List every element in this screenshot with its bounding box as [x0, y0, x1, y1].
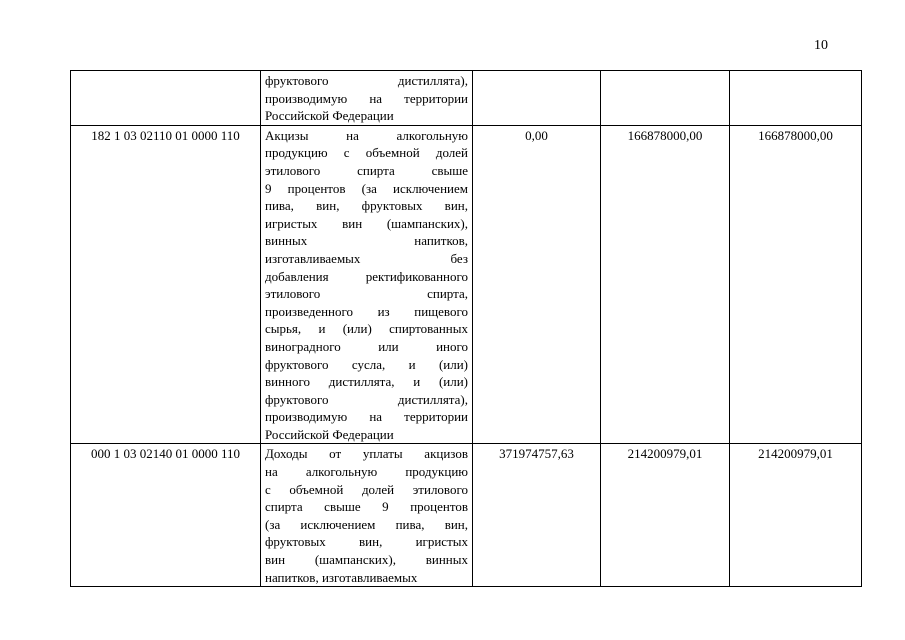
revenue-name-line: Акцизы на алкогольную: [265, 127, 468, 143]
amount-cell-3: 166878000,00: [730, 125, 862, 444]
revenue-name-cell: [261, 125, 473, 444]
revenue-name-line: с объемной долей этилового: [265, 481, 468, 497]
revenue-name-line: фруктового сусла, и (или): [265, 356, 468, 372]
revenue-name-line: 9 процентов (за исключением: [265, 180, 468, 196]
revenue-name-line: этилового спирта,: [265, 286, 468, 302]
revenue-name-line: Доходы от уплаты акцизов: [265, 446, 468, 462]
revenue-name-line: винного дистиллята, и (или): [265, 374, 468, 390]
table-row: [71, 71, 862, 126]
amount-cell-2: 214200979,01: [601, 444, 730, 587]
revenue-name-line: сырья, и (или) спиртованных: [265, 321, 468, 337]
revenue-name-line: фруктовых вин, игристых: [265, 534, 468, 550]
budget-code-cell: 182 1 03 02110 01 0000 110: [71, 125, 261, 444]
amount-cell-1: [473, 71, 601, 126]
revenue-name-line: игристых вин (шампанских),: [265, 215, 468, 231]
revenue-name-line: Российской Федерации: [265, 426, 394, 442]
revenue-name-line: фруктового дистиллята),: [265, 73, 468, 88]
revenue-name-line: пива, вин, фруктовых вин,: [265, 198, 468, 214]
revenue-name-line: произведенного из пищевого: [265, 303, 468, 319]
budget-code-cell: [71, 71, 261, 126]
revenue-name-cell: [261, 444, 473, 587]
revenue-name-line: этилового спирта свыше: [265, 162, 468, 178]
amount-cell-1: 371974757,63: [473, 444, 601, 587]
revenue-name-line: изготавливаемых без: [265, 250, 468, 266]
revenue-name-line: Российской Федерации: [265, 108, 394, 124]
amount-cell-2: 166878000,00: [601, 125, 730, 444]
revenue-name-line: на алкогольную продукцию: [265, 464, 468, 480]
revenue-name-cell: [261, 71, 473, 126]
revenue-name-line: (за исключением пива, вин,: [265, 516, 468, 532]
revenue-name-line: вин (шампанских), винных: [265, 552, 468, 568]
budget-code-cell: 000 1 03 02140 01 0000 110: [71, 444, 261, 587]
amount-cell-1: 0,00: [473, 125, 601, 444]
table-row: [71, 125, 862, 444]
page-number: 10: [814, 38, 828, 53]
revenue-name-line: спирта свыше 9 процентов: [265, 499, 468, 515]
amount-cell-2: [601, 71, 730, 126]
revenue-name-line: напитков, изготавливаемых: [265, 569, 418, 585]
revenue-name-line: добавления ректификованного: [265, 268, 468, 284]
amount-cell-3: [730, 71, 862, 126]
revenue-name-line: фруктового дистиллята),: [265, 391, 468, 407]
revenue-name-line: производимую на территории: [265, 409, 468, 425]
table-row: [71, 444, 862, 587]
revenue-name-line: винных напитков,: [265, 233, 468, 249]
revenue-name-line: продукцию с объемной долей: [265, 145, 468, 161]
revenue-table: [70, 70, 862, 587]
revenue-name-line: виноградного или иного: [265, 338, 468, 354]
revenue-name-line: производимую на территории: [265, 90, 468, 106]
amount-cell-3: 214200979,01: [730, 444, 862, 587]
